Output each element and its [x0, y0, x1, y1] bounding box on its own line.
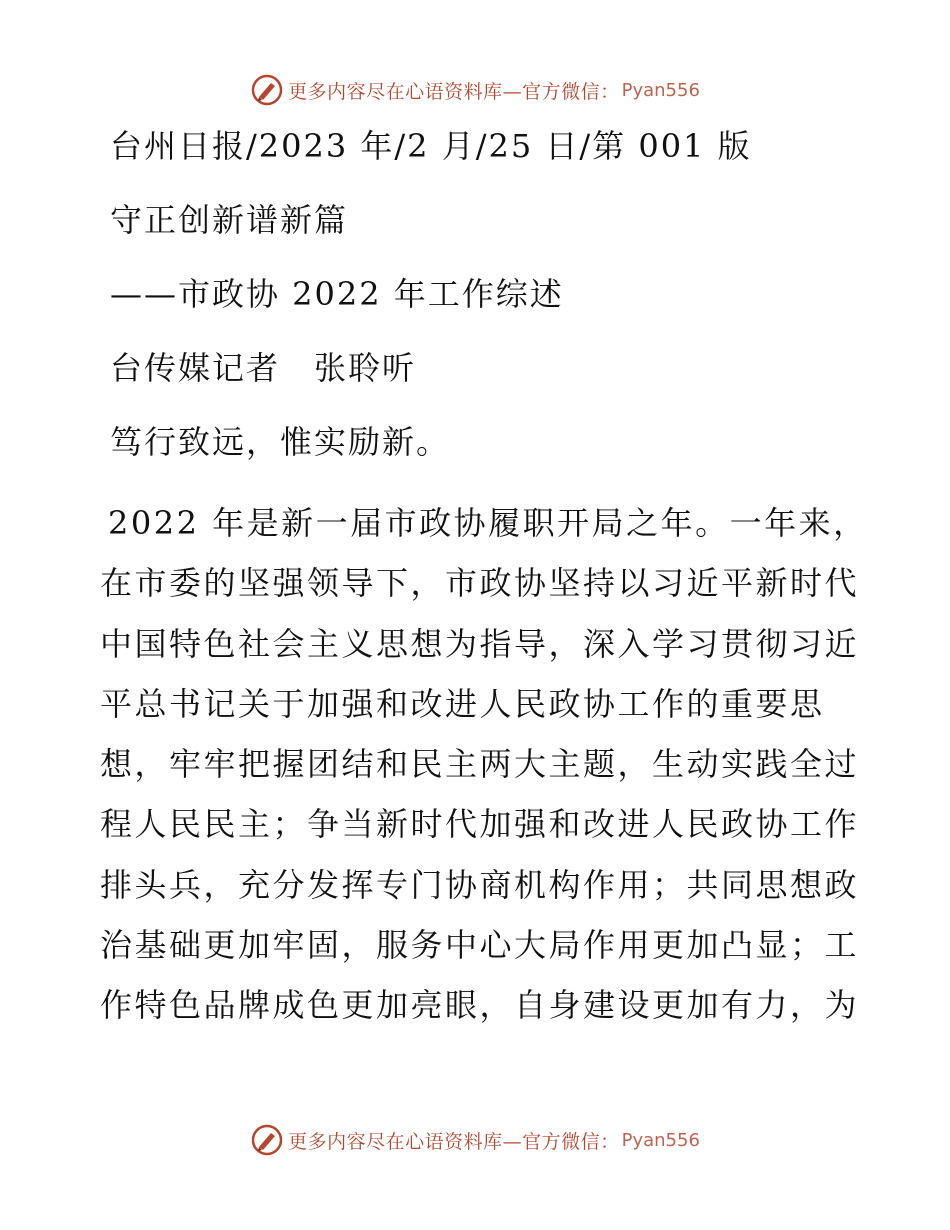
- body-line: 中国特色社会主义思想为指导，深入学习贯彻习近: [100, 624, 860, 663]
- body-line: 程人民民主；争当新时代加强和改进人民政协工作: [100, 805, 860, 844]
- body-line: 作特色品牌成色更加亮眼，自身建设更加有力，为: [100, 986, 860, 1025]
- watermark-text: 更多内容尽在心语资料库—官方微信：: [288, 1130, 620, 1153]
- watermark-banner-bottom: [0, 1120, 950, 1160]
- watermark-wechat-id: Pyan556: [621, 1129, 700, 1151]
- byline: 台传媒记者 张聆听: [110, 349, 417, 387]
- source-line: 台州日报/2023 年/2 月/25 日/第 001 版: [110, 127, 752, 165]
- watermark-banner-top: [0, 70, 950, 110]
- body-paragraph: [100, 493, 868, 1036]
- pen-logo-icon: [250, 1123, 284, 1157]
- body-line: 平总书记关于加强和改进人民政协工作的重要思: [100, 684, 825, 723]
- body-line: 2022 年是新一届市政协履职开局之年。一年来，: [108, 504, 868, 542]
- article-title: 守正创新谱新篇: [110, 201, 349, 239]
- watermark-text: 更多内容尽在心语资料库—官方微信：: [288, 80, 620, 103]
- body-line: 在市委的坚强领导下，市政协坚持以习近平新时代: [100, 564, 860, 603]
- body-line: 想，牢牢把握团结和民主两大主题，生动实践全过: [100, 745, 860, 784]
- lead-sentence: 笃行致远，惟实励新。: [110, 423, 451, 461]
- article-subtitle: ——市政协 2022 年工作综述: [110, 275, 564, 313]
- watermark-wechat-id: Pyan556: [621, 79, 700, 101]
- body-line: 排头兵，充分发挥专门协商机构作用；共同思想政: [100, 865, 860, 904]
- pen-logo-icon: [250, 73, 284, 107]
- body-line: 治基础更加牢固，服务中心大局作用更加凸显；工: [100, 926, 860, 965]
